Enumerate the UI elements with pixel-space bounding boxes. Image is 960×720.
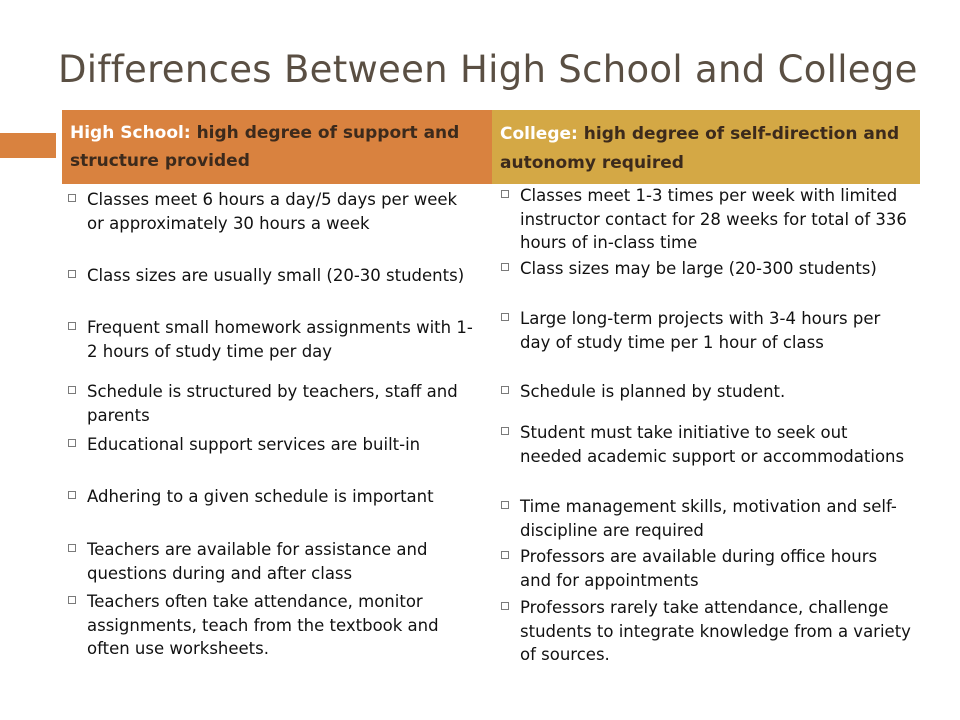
square-bullet-icon bbox=[68, 544, 76, 552]
high-school-item: Adhering to a given schedule is important bbox=[68, 485, 478, 509]
square-bullet-icon bbox=[501, 313, 509, 321]
square-bullet-icon bbox=[68, 322, 76, 330]
square-bullet-icon bbox=[501, 551, 509, 559]
high-school-label: High School: bbox=[70, 123, 191, 143]
accent-bar bbox=[0, 133, 56, 158]
high-school-header bbox=[62, 110, 492, 184]
college-item: Large long-term projects with 3-4 hours per day of study time per 1 hour of class bbox=[501, 307, 913, 354]
high-school-item: Classes meet 6 hours a day/5 days per week or approximately 30 hours a week bbox=[68, 188, 478, 235]
high-school-item: Teachers are available for assistance and questions during and after class bbox=[68, 538, 478, 585]
square-bullet-icon bbox=[501, 263, 509, 271]
square-bullet-icon bbox=[501, 190, 509, 198]
college-header bbox=[492, 110, 920, 184]
high-school-item: Schedule is structured by teachers, staff and parents bbox=[68, 380, 478, 427]
college-heading: high degree of self-direction and autonomy required bbox=[500, 124, 900, 173]
square-bullet-icon bbox=[68, 386, 76, 394]
college-item: Student must take initiative to seek out needed academic support or accommodations bbox=[501, 421, 913, 468]
college-item: Professors rarely take attendance, challenge students to integrate knowledge from a variety of sources. bbox=[501, 596, 913, 667]
college-item: Class sizes may be large (20-300 students) bbox=[501, 257, 913, 281]
square-bullet-icon bbox=[68, 194, 76, 202]
high-school-item: Class sizes are usually small (20-30 students) bbox=[68, 264, 478, 288]
high-school-heading: high degree of support and structure provided bbox=[70, 123, 460, 171]
high-school-item: Frequent small homework assignments with 1-2 hours of study time per day bbox=[68, 316, 478, 363]
square-bullet-icon bbox=[501, 427, 509, 435]
square-bullet-icon bbox=[501, 602, 509, 610]
college-item: Professors are available during office hours and for appointments bbox=[501, 545, 913, 592]
page-title: Differences Between High School and College bbox=[58, 48, 918, 91]
high-school-item: Teachers often take attendance, monitor assignments, teach from the textbook and often use worksheets. bbox=[68, 590, 478, 661]
college-item: Classes meet 1-3 times per week with limited instructor contact for 28 weeks for total of 336 hours of in-class time bbox=[501, 184, 913, 255]
high-school-item: Educational support services are built-in bbox=[68, 433, 478, 457]
square-bullet-icon bbox=[68, 270, 76, 278]
college-item: Time management skills, motivation and self-discipline are required bbox=[501, 495, 913, 542]
college-item: Schedule is planned by student. bbox=[501, 380, 913, 404]
college-label: College: bbox=[500, 124, 578, 144]
square-bullet-icon bbox=[501, 501, 509, 509]
square-bullet-icon bbox=[68, 491, 76, 499]
square-bullet-icon bbox=[68, 596, 76, 604]
square-bullet-icon bbox=[68, 439, 76, 447]
square-bullet-icon bbox=[501, 386, 509, 394]
